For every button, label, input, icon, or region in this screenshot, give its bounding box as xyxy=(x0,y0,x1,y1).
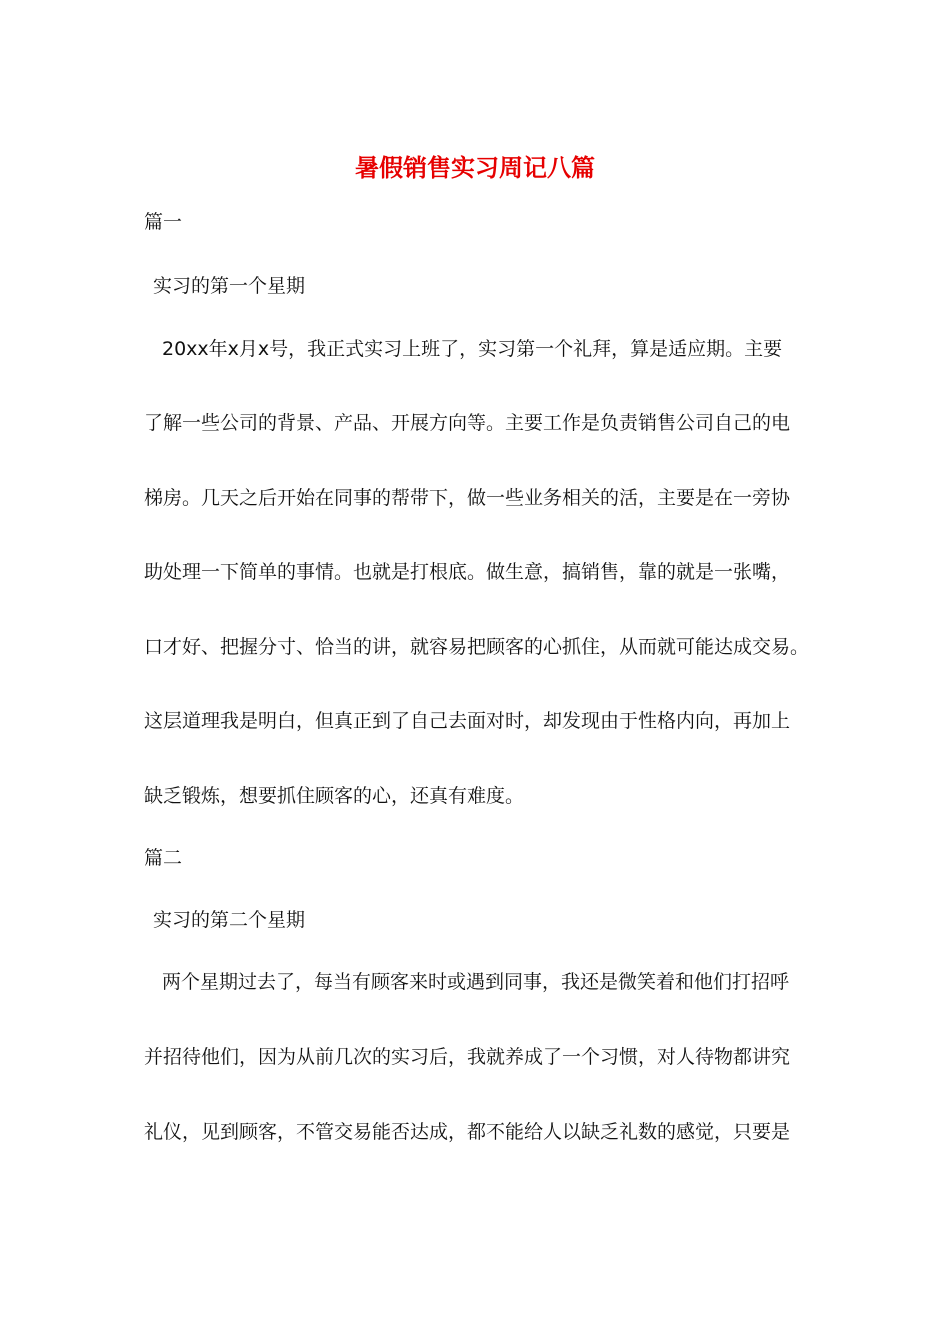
document-title: 暑假销售实习周记八篇 xyxy=(355,153,595,182)
section-heading: 篇二 xyxy=(144,847,183,869)
paragraph-line: 口才好、把握分寸、恰当的讲，就容易把顾客的心抓住，从而就可能达成交易。 xyxy=(144,636,810,658)
paragraph-line: 礼仪，见到顾客，不管交易能否达成，都不能给人以缺乏礼数的感觉，只要是 xyxy=(144,1121,791,1143)
paragraph-line: 并招待他们，因为从前几次的实习后，我就养成了一个习惯，对人待物都讲究 xyxy=(144,1046,791,1068)
section-subheading: 实习的第二个星期 xyxy=(153,909,306,931)
paragraph-line: 两个星期过去了，每当有顾客来时或遇到同事，我还是微笑着和他们打招呼 xyxy=(162,971,790,993)
paragraph-line: 梯房。几天之后开始在同事的帮带下，做一些业务相关的活，主要是在一旁协 xyxy=(144,487,791,509)
paragraph-line: 20xx年x月x号，我正式实习上班了，实习第一个礼拜，算是适应期。主要 xyxy=(162,338,783,360)
paragraph-line: 了解一些公司的背景、产品、开展方向等。主要工作是负责销售公司自己的电 xyxy=(144,412,791,434)
paragraph-line: 缺乏锻炼，想要抓住顾客的心，还真有难度。 xyxy=(144,785,525,807)
paragraph-line: 这层道理我是明白，但真正到了自己去面对时，却发现由于性格内向，再加上 xyxy=(144,710,791,732)
section-heading: 篇一 xyxy=(144,211,183,233)
paragraph-line: 助处理一下简单的事情。也就是打根底。做生意，搞销售，靠的就是一张嘴， xyxy=(144,561,791,583)
section-subheading: 实习的第一个星期 xyxy=(153,275,306,297)
